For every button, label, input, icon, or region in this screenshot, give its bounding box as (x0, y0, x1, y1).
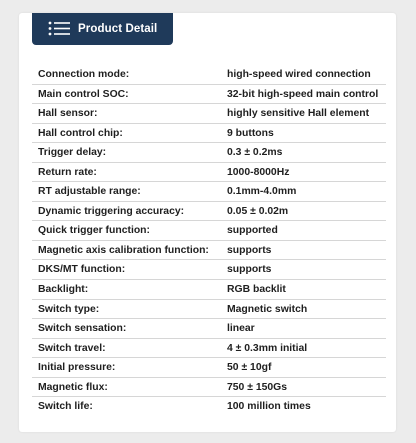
spec-row (32, 104, 386, 124)
spec-row (32, 221, 386, 241)
spec-label: Trigger delay: (38, 147, 107, 159)
list-icon (48, 21, 70, 36)
spec-value: Magnetic switch (227, 303, 308, 315)
spec-label: Quick trigger function: (38, 225, 150, 237)
spec-value: highly sensitive Hall element (227, 108, 370, 120)
spec-value: 750 ± 150Gs (227, 381, 288, 393)
product-detail-tab[interactable] (32, 13, 173, 45)
spec-row (32, 358, 386, 378)
spec-value: 4 ± 0.3mm initial (227, 342, 308, 354)
spec-label: Initial pressure: (38, 362, 116, 374)
spec-value: high-speed wired connection (227, 69, 371, 80)
spec-label: Switch life: (38, 401, 93, 413)
spec-table (32, 65, 386, 417)
spec-row (32, 260, 386, 280)
spec-label: DKS/MT function: (38, 264, 126, 276)
spec-label: Switch travel: (38, 342, 106, 354)
spec-value: 50 ± 10gf (227, 362, 272, 374)
spec-label: Magnetic flux: (38, 381, 108, 393)
spec-value: supports (227, 264, 272, 276)
spec-value: 0.05 ± 0.02m (227, 205, 289, 217)
spec-value: 0.3 ± 0.2ms (227, 147, 283, 159)
spec-label: Dynamic triggering accuracy: (38, 205, 185, 217)
spec-row (32, 339, 386, 359)
spec-value: linear (227, 323, 255, 335)
spec-label: Backlight: (38, 284, 89, 296)
spec-row (32, 241, 386, 261)
spec-value: 9 buttons (227, 127, 274, 139)
spec-label: Switch type: (38, 303, 100, 315)
spec-row (32, 202, 386, 222)
spec-label: Return rate: (38, 166, 97, 178)
spec-value: supported (227, 225, 278, 237)
spec-row (32, 300, 386, 320)
spec-row (32, 397, 386, 417)
spec-value: 1000-8000Hz (227, 166, 290, 178)
spec-label: Switch sensation: (38, 323, 127, 335)
spec-row (32, 319, 386, 339)
product-detail-card (19, 13, 396, 432)
spec-label: RT adjustable range: (38, 186, 141, 198)
spec-value: 32-bit high-speed main control (227, 88, 379, 100)
spec-row (32, 143, 386, 163)
spec-label: Main control SOC: (38, 88, 129, 100)
spec-label: Connection mode: (38, 69, 130, 80)
product-detail-title: Product Detail (78, 23, 158, 35)
spec-label: Hall control chip: (38, 127, 123, 139)
spec-value: 100 million times (227, 401, 311, 413)
spec-value: 0.1mm-4.0mm (227, 186, 297, 198)
spec-row (32, 65, 386, 85)
spec-row (32, 163, 386, 183)
spec-label: Magnetic axis calibration function: (38, 244, 209, 256)
spec-row (32, 85, 386, 105)
spec-label: Hall sensor: (38, 108, 98, 120)
spec-value: supports (227, 244, 272, 256)
spec-row (32, 378, 386, 398)
spec-value: RGB backlit (227, 284, 286, 296)
spec-row (32, 124, 386, 144)
spec-row (32, 280, 386, 300)
spec-row (32, 182, 386, 202)
